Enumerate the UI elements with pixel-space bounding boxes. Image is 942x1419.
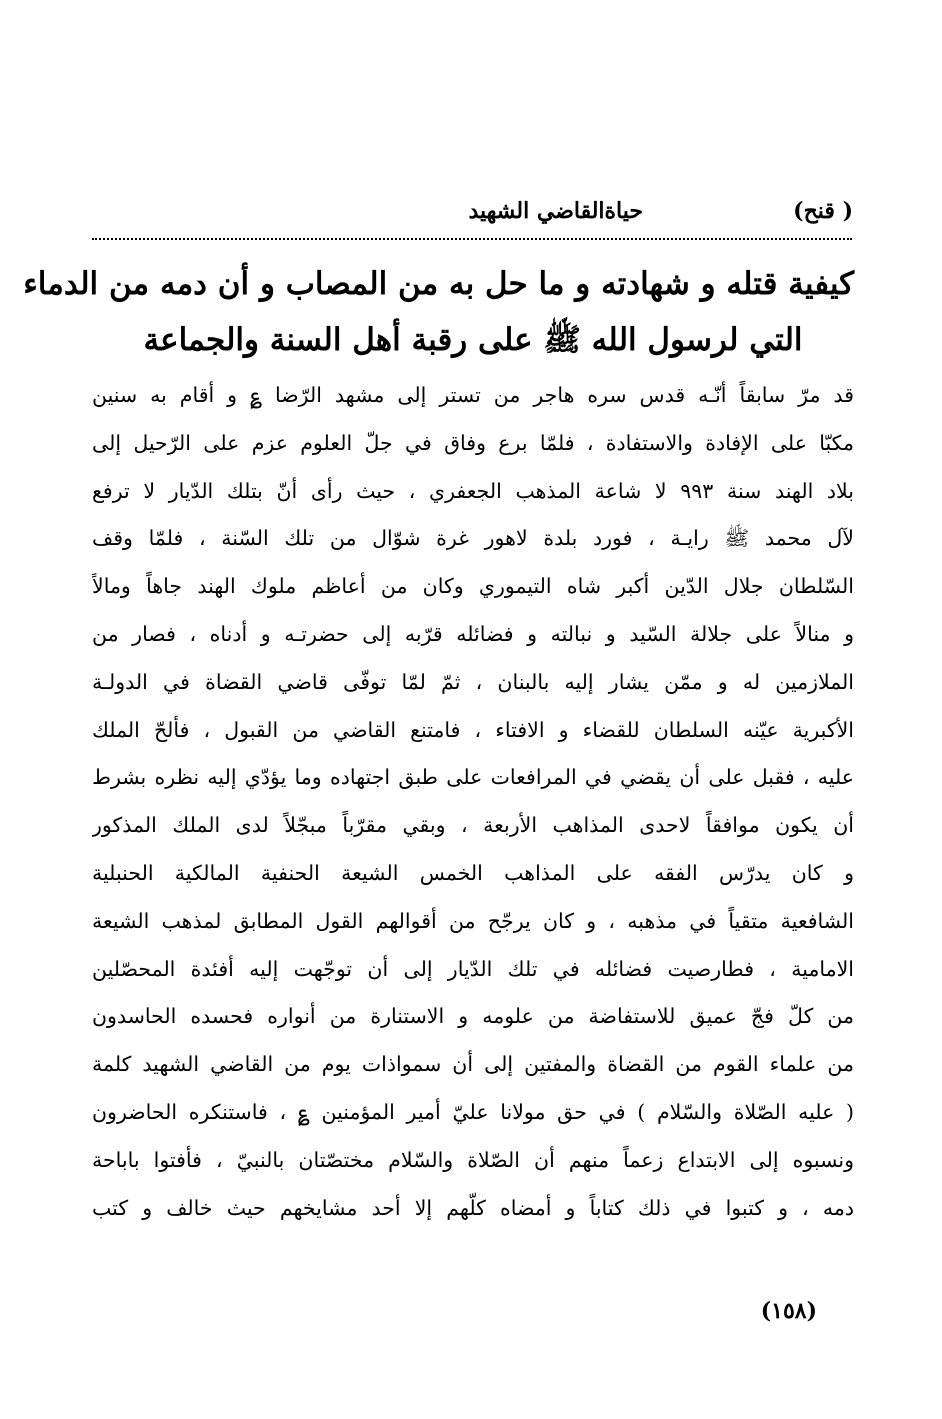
chapter-title — [23, 256, 854, 368]
body-line: ونسبوه إلى الابتداع زعماً منهم أن الصّلاة والسّلام مختصّتان بالنبيّ ، فأفتوا باباحة — [92, 1147, 854, 1172]
page-number: (١٥٨) — [760, 1298, 817, 1324]
body-line: مكبّا على الإفادة والاستفادة ، فلمّا برع وفاق في جلّ العلوم عزم على الرّحيل إلى — [92, 430, 854, 455]
body-line: ( عليه الصّلاة والسّلام ) في حق مولانا عليّ أمير المؤمنين ؏ ، فاستنكره الحاضرون — [92, 1099, 854, 1124]
body-line: من كلّ فجّ عميق للاستفاضة من علومه و الاستنارة من أنواره فحسده الحاسدون — [92, 1004, 854, 1029]
chapter-title-line-2: التي لرسول الله ﷺ على رقبة أهل السنة والجماعة — [143, 322, 803, 358]
body-line: دمه ، و كتبوا في ذلك كتاباً و أمضاه كلّهم إلا أحد مشايخهم حيث خالف و كتب — [92, 1195, 854, 1220]
body-line: الأكبرية عيّنه السلطان للقضاء و الافتاء ، فامتنع القاضي من القبول ، فألحّ الملك — [92, 717, 854, 742]
chapter-marker: ( قنح) — [793, 198, 853, 224]
body-line: لآل محمد ﷺ رايـة ، فورد بلدة لاهور غرة شوّال من تلك السّنة ، فلمّا وقف — [92, 526, 854, 551]
book-title: حياةالقاضي الشهيد — [468, 198, 643, 224]
body-line: الملازمين له و ممّن يشار إليه بالبنان ، ثمّ لمّا توفّى قاضي القضاة في الدولـة — [92, 669, 854, 694]
body-line: و منالاً على جلالة السّيد و نبالته و فضائله قرّبه إلى حضرتـه و أدناه ، فصار من — [92, 621, 854, 646]
running-head — [95, 198, 853, 234]
body-line: أن يكون موافقاً لاحدى المذاهب الأربعة ، وبقي مقرّباً مبجّلاً لدى الملك المذكور — [92, 813, 854, 838]
body-line: السّلطان جلال الدّين أكبر شاه التيموري وكان من أعاظم ملوك الهند جاهاً ومالاً — [92, 574, 854, 599]
body-line: بلاد الهند سنة ٩٩٣ لا شاعة المذهب الجعفري ، حيث رأى أنّ بتلك الدّيار لا ترفع — [92, 478, 854, 503]
header-dotted-rule — [92, 238, 852, 240]
chapter-title-line-1: كيفية قتله و شهادته و ما حل به من المصاب و أن دمه من الدماء — [23, 266, 854, 302]
body-line: الامامية ، فطارصيت فضائله في تلك الدّيار إلى أن توجّهت إليه أفئدة المحصّلين — [92, 956, 854, 981]
body-text — [92, 372, 854, 1232]
body-line: الشافعية متقياً في مذهبه ، و كان يرجّح من أقوالهم القول المطابق لمذهب الشيعة — [92, 908, 854, 933]
body-line: قد مرّ سابقاً أنّـه قدس سره هاجر من تستر إلى مشهد الرّضا ؏ و أقام به سنين — [92, 383, 854, 407]
body-line: عليه ، فقبل على أن يقضي في المرافعات على طبق اجتهاده وما يؤدّي إليه نظره بشرط — [92, 765, 854, 790]
body-line: من علماء القوم من القضاة والمفتين إلى أن سمواذات يوم من القاضي الشهيد كلمة — [92, 1052, 854, 1077]
body-line: و كان يدرّس الفقه على المذاهب الخمس الشيعة الحنفية المالكية الحنبلية — [92, 860, 854, 885]
